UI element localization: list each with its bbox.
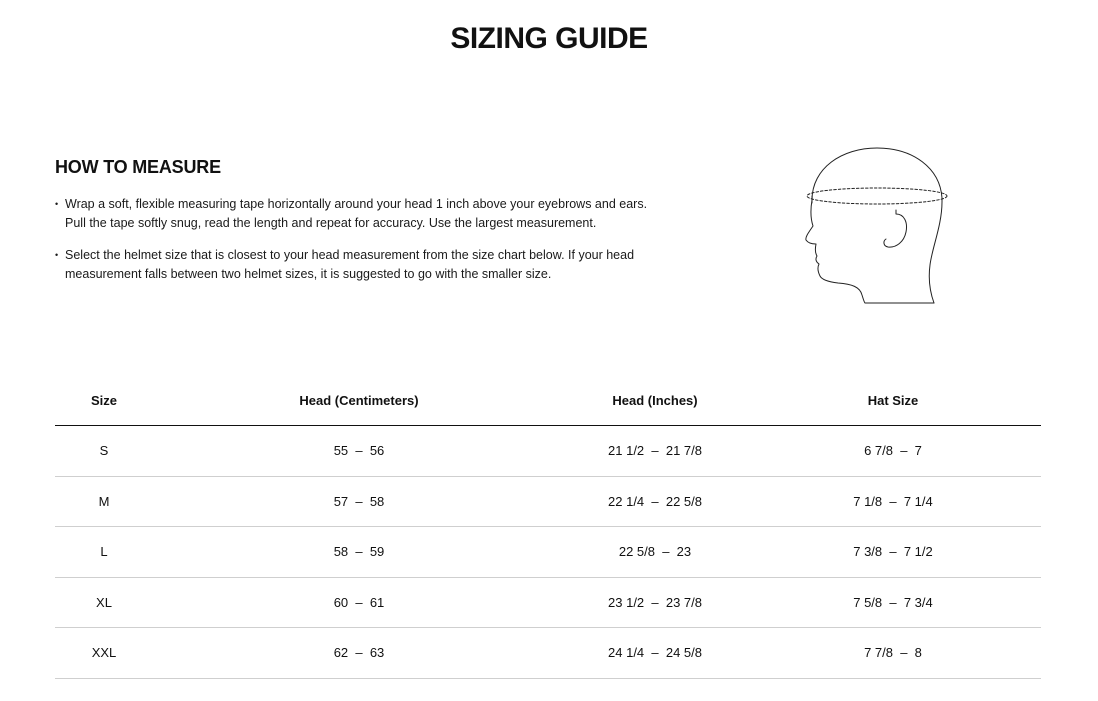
head-measurement-icon (800, 140, 955, 310)
head-cm-cell: 62 – 63 (153, 628, 565, 679)
hat-size-cell: 7 3/8 – 7 1/2 (745, 527, 1041, 578)
instruction-item (55, 195, 655, 233)
size-chart-table (55, 375, 1041, 679)
head-cm-cell: 58 – 59 (153, 527, 565, 578)
hat-size-cell: 6 7/8 – 7 (745, 426, 1041, 477)
head-inches-cell: 21 1/2 – 21 7/8 (565, 426, 745, 477)
hat-size-column-header: Hat Size (745, 375, 1041, 426)
head-inches-cell: 22 5/8 – 23 (565, 527, 745, 578)
instruction-item (55, 246, 655, 284)
table-row (55, 426, 1041, 477)
table-row (55, 628, 1041, 679)
size-cell: XXL (55, 628, 153, 679)
bullet-icon: • (55, 199, 59, 209)
head-inches-cell: 23 1/2 – 23 7/8 (565, 577, 745, 628)
how-to-measure-heading: HOW TO MEASURE (55, 157, 221, 177)
measurement-instructions (55, 195, 655, 284)
hat-size-cell: 7 7/8 – 8 (745, 628, 1041, 679)
head-inches-column-header: Head (Inches) (565, 375, 745, 426)
head-inches-cell: 24 1/4 – 24 5/8 (565, 628, 745, 679)
size-cell: L (55, 527, 153, 578)
hat-size-cell: 7 5/8 – 7 3/4 (745, 577, 1041, 628)
head-cm-column-header: Head (Centimeters) (153, 375, 565, 426)
head-cm-cell: 57 – 58 (153, 476, 565, 527)
table-row (55, 577, 1041, 628)
instruction-text: Select the helmet size that is closest to your head measurement from the size chart below. If your head measurement falls between two helmet sizes, it is suggested to go with the smaller size. (65, 248, 635, 281)
table-row (55, 527, 1041, 578)
page-title: SIZING GUIDE (450, 22, 648, 55)
hat-size-cell: 7 1/8 – 7 1/4 (745, 476, 1041, 527)
bullet-icon: • (55, 250, 59, 260)
instruction-text: Wrap a soft, flexible measuring tape horizontally around your head 1 inch above your eyebrows and ears. Pull the tape softly snug, read the length and repeat for accuracy. Use the largest measurement. (65, 197, 648, 230)
table-row (55, 476, 1041, 527)
size-cell: XL (55, 577, 153, 628)
head-cm-cell: 60 – 61 (153, 577, 565, 628)
size-cell: M (55, 476, 153, 527)
head-inches-cell: 22 1/4 – 22 5/8 (565, 476, 745, 527)
head-cm-cell: 55 – 56 (153, 426, 565, 477)
table-header-row (55, 375, 1041, 426)
size-cell: S (55, 426, 153, 477)
size-column-header: Size (55, 375, 153, 426)
how-to-measure-section (55, 155, 655, 297)
